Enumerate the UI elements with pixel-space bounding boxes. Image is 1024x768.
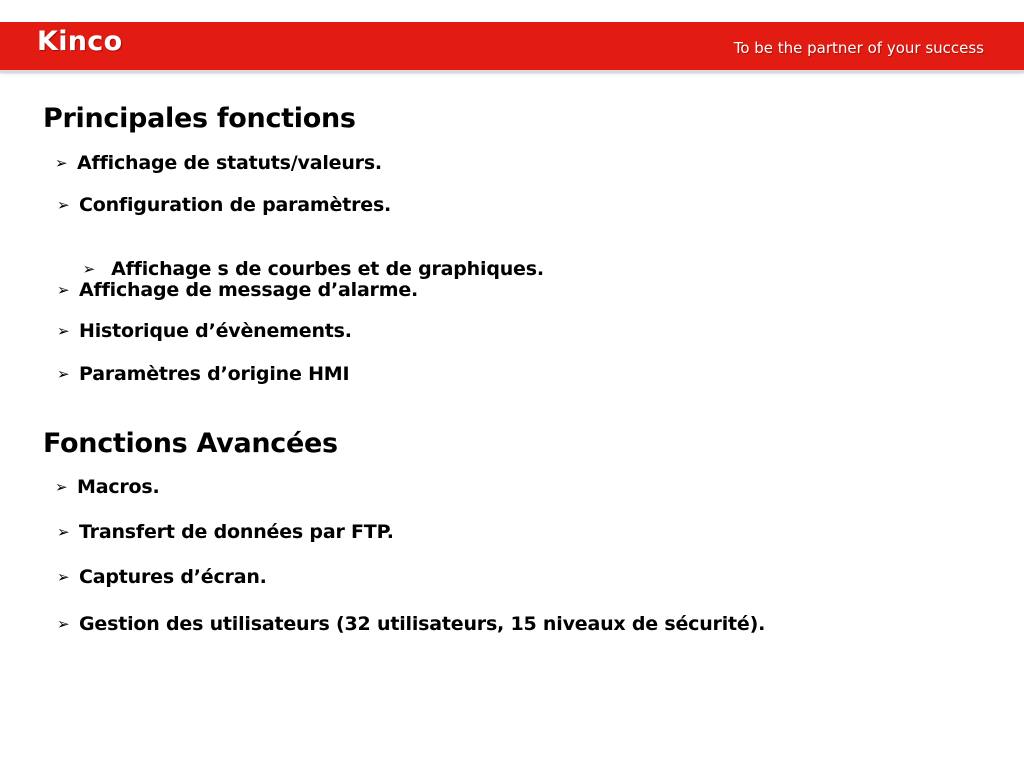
tagline: To be the partner of your success [733, 39, 984, 57]
list-item-text: Affichage de message d’alarme. [79, 279, 419, 301]
list-item [57, 613, 765, 635]
arrowhead-bullet-icon: ➢ [82, 260, 96, 278]
list-item-text: Gestion des utilisateurs (32 utilisateurs, 15 niveaux de sécurité). [79, 613, 766, 635]
header-divider [0, 70, 1024, 73]
list-item [57, 521, 394, 543]
list-item-text: Historique d’évènements. [79, 320, 352, 342]
list-item-text: Configuration de paramètres. [79, 194, 392, 216]
list-item-text: Affichage de statuts/valeurs. [77, 152, 382, 174]
arrowhead-bullet-icon: ➢ [57, 615, 70, 633]
section-title-avancees: Fonctions Avancées [43, 428, 338, 459]
arrowhead-bullet-icon: ➢ [55, 478, 68, 496]
arrowhead-bullet-icon: ➢ [57, 365, 70, 383]
arrowhead-bullet-icon: ➢ [57, 568, 70, 586]
list-item-text: Transfert de données par FTP. [79, 521, 394, 543]
list-item-text: Captures d’écran. [79, 566, 267, 588]
list-item [57, 320, 352, 342]
arrowhead-bullet-icon: ➢ [57, 523, 70, 541]
list-item-text: Affichage s de courbes et de graphiques. [104, 258, 544, 280]
section-title-principales: Principales fonctions [43, 103, 356, 134]
list-item [57, 363, 349, 385]
list-item [55, 476, 160, 498]
arrowhead-bullet-icon: ➢ [57, 196, 70, 214]
list-item [57, 279, 418, 301]
kinco-logo: Kinco [37, 26, 123, 57]
list-item [57, 566, 267, 588]
arrowhead-bullet-icon: ➢ [57, 281, 70, 299]
arrowhead-bullet-icon: ➢ [55, 154, 68, 172]
list-item [55, 152, 382, 174]
list-item-text: Macros. [77, 476, 160, 498]
arrowhead-bullet-icon: ➢ [57, 322, 70, 340]
list-item-text: Paramètres d’origine HMI [79, 363, 350, 385]
list-item [57, 194, 391, 216]
